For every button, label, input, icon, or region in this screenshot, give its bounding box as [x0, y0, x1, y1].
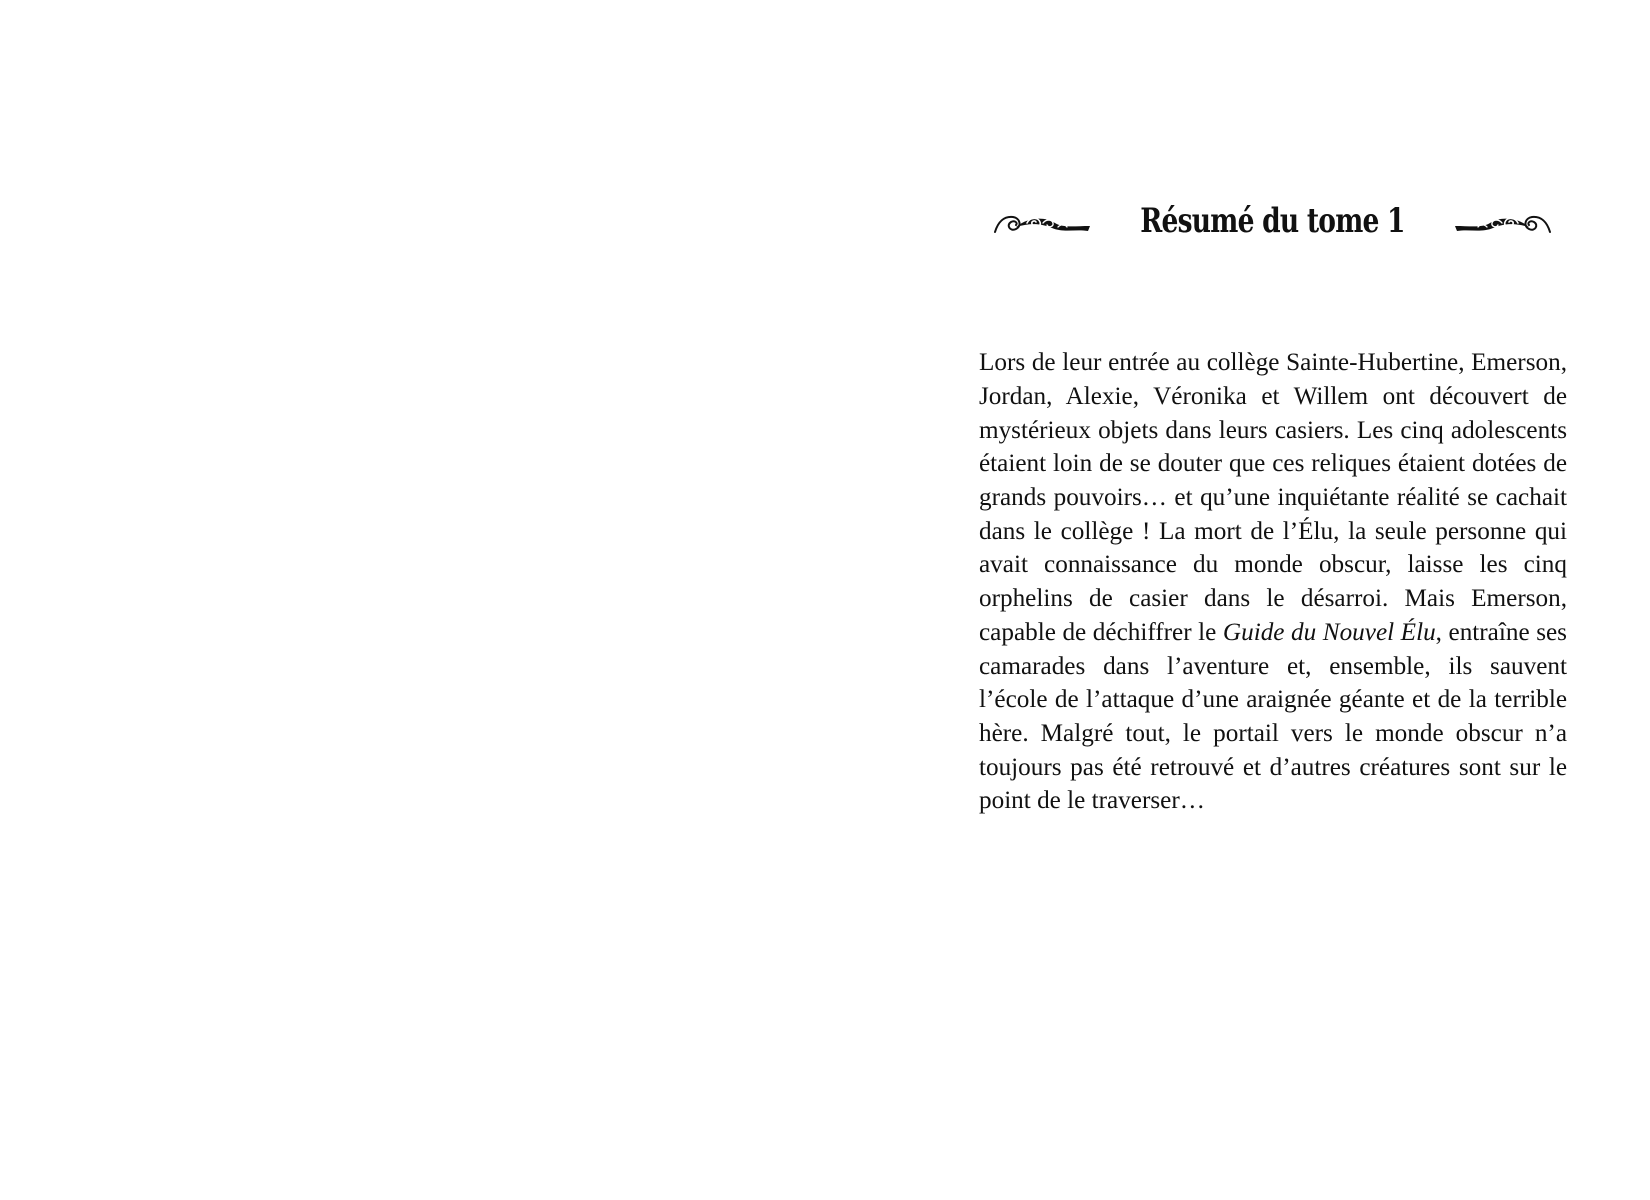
summary-text-before-title: Lors de leur entrée au collège Sainte-Hubertine, Emerson, Jordan, Alexie, Véronika et Willem ont découvert de mystérieux objets dans leurs casiers. Les cinq adolescents étaient loin de se douter que ces reliques étaient dotées de grands pouvoirs… et qu’une inquiétante réalité se cachait dans le collège ! La mort de l’Élu, la seule personne qui avait connaissance du monde obscur, laisse les cinq orphelins de casier dans le désarroi. Mais Emerson, capable de déchiffrer le: [979, 349, 1567, 646]
summary-paragraph: [979, 346, 1567, 818]
page-title: Résumé du tome 1: [1139, 201, 1405, 241]
summary-heading: [1047, 196, 1497, 246]
guide-title: Guide du Nouvel Élu: [1222, 618, 1436, 646]
summary-text-after-title: , entraîne ses camarades dans l’aventure et, ensemble, ils sauvent l’école de l’attaque d’une araignée géante et de la terrible hère. Malgré tout, le portail vers le monde obscur n’a toujours pas été retrouvé et d’autres créatures sont sur le point de le traverser…: [979, 618, 1567, 815]
summary-page: [825, 0, 1650, 1200]
right-flourish-icon: [1450, 204, 1554, 238]
left-flourish-icon: [991, 204, 1095, 238]
